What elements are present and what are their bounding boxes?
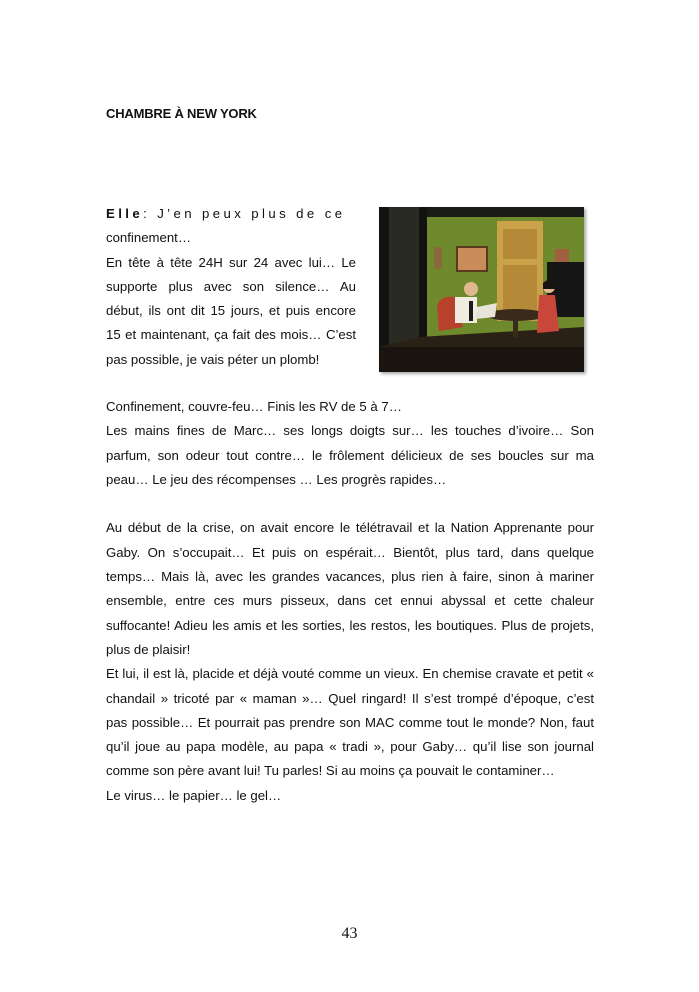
paragraph-gap bbox=[106, 492, 594, 516]
paragraph-3: Au début de la crise, on avait encore le télétravail et la Nation Apprenante pour Gaby. On s’occupait… Et puis on espérait… Bientôt, plus tard, dans quelque temps… Mais là, avec les grandes vacances, plus rien à faire, sinon à mariner ensemble, entre ces murs pisseux, dans cet ennui abyssal et cette chaleur suffocante! Adieu les amis et les sorties, les restos, les boutiques. Plus de projets, plus de plaisir! bbox=[106, 520, 594, 657]
intro-column bbox=[106, 202, 356, 372]
main-text bbox=[106, 395, 594, 808]
chapter-title: CHAMBRE À NEW YORK bbox=[106, 106, 257, 121]
intro-line-rest: : J’en peux plus de ce bbox=[143, 206, 346, 221]
page-number: 43 bbox=[341, 925, 358, 942]
speaker-label: Elle bbox=[106, 206, 144, 221]
intro-first-line bbox=[106, 202, 356, 226]
intro-paragraph: En tête à tête 24H sur 24 avec lui… Le supporte plus avec son silence… Au début, ils ont dit 15 jours, et puis encore 15 et maintenant, ça fait des mois… C’est pas possible, je vais péter un plomb! bbox=[106, 254, 356, 367]
paragraph-4: Et lui, il est là, placide et déjà vouté comme un vieux. En chemise cravate et petit « chandail » tricoté par « maman »… Quel ringard! Il s’est trompé d’époque, c’est pas possible… Et pourrait pas prendre son MAC comme tout le monde? Non, faut qu’il joue au papa modèle, au papa « tradi », pour Gaby… qu’il lise son journal comme son père avant lui! Tu parles! Si au moins ça pouvait le contaminer… bbox=[106, 666, 594, 779]
paragraph-2: Les mains fines de Marc… ses longs doigts sur… les touches d’ivoire… Son parfum, son odeur tout contre… le frôlement délicieux de ses boucles sur ma peau… Le jeu des récompenses … Les progrès rapides… bbox=[106, 423, 594, 487]
painting-image bbox=[379, 207, 584, 372]
paragraph-5: Le virus… le papier… le gel… bbox=[106, 787, 282, 803]
paragraph-1: Confinement, couvre-feu… Finis les RV de 5 à 7… bbox=[106, 399, 402, 414]
intro-second-line: confinement… bbox=[106, 230, 192, 246]
